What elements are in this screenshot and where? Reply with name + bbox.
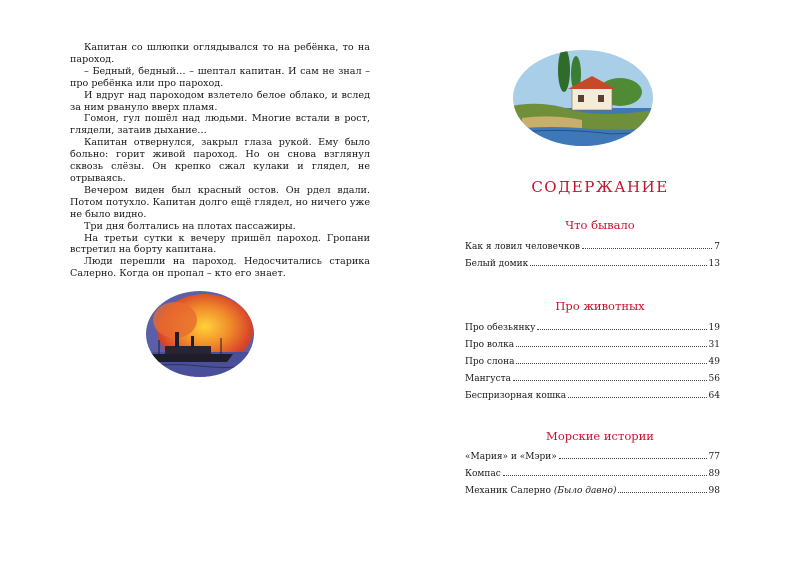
toc-entry[interactable] xyxy=(465,390,720,402)
toc-entry[interactable] xyxy=(465,356,720,368)
toc-entry-title: Как я ловил человечков xyxy=(465,242,581,252)
toc-leader-dots xyxy=(582,248,712,249)
toc-leader-dots xyxy=(618,492,706,493)
story-paragraph: Три дня болтались на плотах пассажиры. xyxy=(84,220,296,232)
story-text xyxy=(70,42,370,280)
toc-section-title: Морские истории xyxy=(546,429,654,443)
story-paragraph: Капитан со шлюпки оглядывался то на ребёнка, то на пароход. xyxy=(70,42,370,65)
story-paragraph: И вдруг над пароходом взлетело белое облако, и вслед за ним рванулo вверх пламя. xyxy=(70,89,370,113)
toc-entry-title: Про слона xyxy=(465,357,515,367)
toc-entry-page: 49 xyxy=(708,357,720,367)
toc-leader-dots xyxy=(530,265,706,266)
toc-entry-title: Компас xyxy=(465,469,501,479)
toc-entry[interactable] xyxy=(465,451,720,463)
toc-section-title: Что бывало xyxy=(565,218,635,232)
white-house-illustration xyxy=(512,48,654,148)
toc-entry-page: 13 xyxy=(708,259,720,269)
toc-title: СОДЕРЖАНИЕ xyxy=(531,178,669,196)
toc-leader-dots xyxy=(503,475,707,476)
story-paragraph: Вечером виден был красный остов. Он рдел вдали. Потом потухло. Капитан долго ещё глядел, но ничего уже не было видно. xyxy=(70,184,370,220)
toc-entry[interactable] xyxy=(465,339,720,351)
story-paragraph: – Бедный, бедный… – шептал капитан. И сам не знал – про ребёнка или про пароход. xyxy=(70,65,370,89)
burning-ship-illustration xyxy=(145,290,255,378)
toc-leader-dots xyxy=(516,346,706,347)
toc-entry-title: «Мария» и «Мэри» xyxy=(465,452,557,462)
toc-entry-page: 7 xyxy=(714,242,720,252)
toc-entry-page: 98 xyxy=(708,486,720,496)
toc-entry-title: Беспризорная кошка xyxy=(465,391,567,401)
toc-entry[interactable] xyxy=(465,485,720,497)
story-paragraph: Люди перешли на пароход. Недосчитались старика Салерно. Когда он пропал – кто его знает. xyxy=(70,256,370,280)
toc-entry[interactable] xyxy=(465,322,720,334)
toc-entry-page: 56 xyxy=(708,374,720,384)
toc-leader-dots xyxy=(537,329,706,330)
toc-entry-page: 77 xyxy=(708,452,720,462)
toc-entry[interactable] xyxy=(465,373,720,385)
story-paragraph: Гомон, гул пошёл над людьми. Многие встали в рост, глядели, затаив дыхание… xyxy=(70,113,370,137)
toc-entry-page: 19 xyxy=(708,323,720,333)
toc-leader-dots xyxy=(559,458,707,459)
toc-entry-title: Белый домик xyxy=(465,259,529,269)
right-page xyxy=(400,0,800,569)
story-paragraph: На третьи сутки к вечеру пришёл пароход. Гропани встретил на борту капитана. xyxy=(70,232,370,256)
toc-entry-page: 64 xyxy=(708,391,720,401)
story-paragraph: Капитан отвернулся, закрыл глаза рукой. Ему было больно: горит живой пароход. Но он снова взглянул сквозь слёзы. Он крепко сжал кулаки и глядел, не отрываясь. xyxy=(70,137,370,184)
toc-entry[interactable] xyxy=(465,468,720,480)
toc-entry[interactable] xyxy=(465,258,720,270)
toc-entry-title: Про волка xyxy=(465,340,515,350)
toc-entry-title xyxy=(465,485,616,497)
toc-entry-title: Мангуста xyxy=(465,374,511,384)
toc-leader-dots xyxy=(516,363,706,364)
toc-entry-title-text: Механик Салерно xyxy=(465,486,551,496)
toc-entry-note: (Было давно) xyxy=(553,486,617,496)
toc-leader-dots xyxy=(513,380,707,381)
toc-entry-title: Про обезьянку xyxy=(465,323,536,333)
toc-section-title: Про животных xyxy=(555,299,645,313)
toc-entry-page: 89 xyxy=(708,469,720,479)
toc-leader-dots xyxy=(568,397,706,398)
toc-entry[interactable] xyxy=(465,241,720,253)
toc-entry-page: 31 xyxy=(708,340,720,350)
